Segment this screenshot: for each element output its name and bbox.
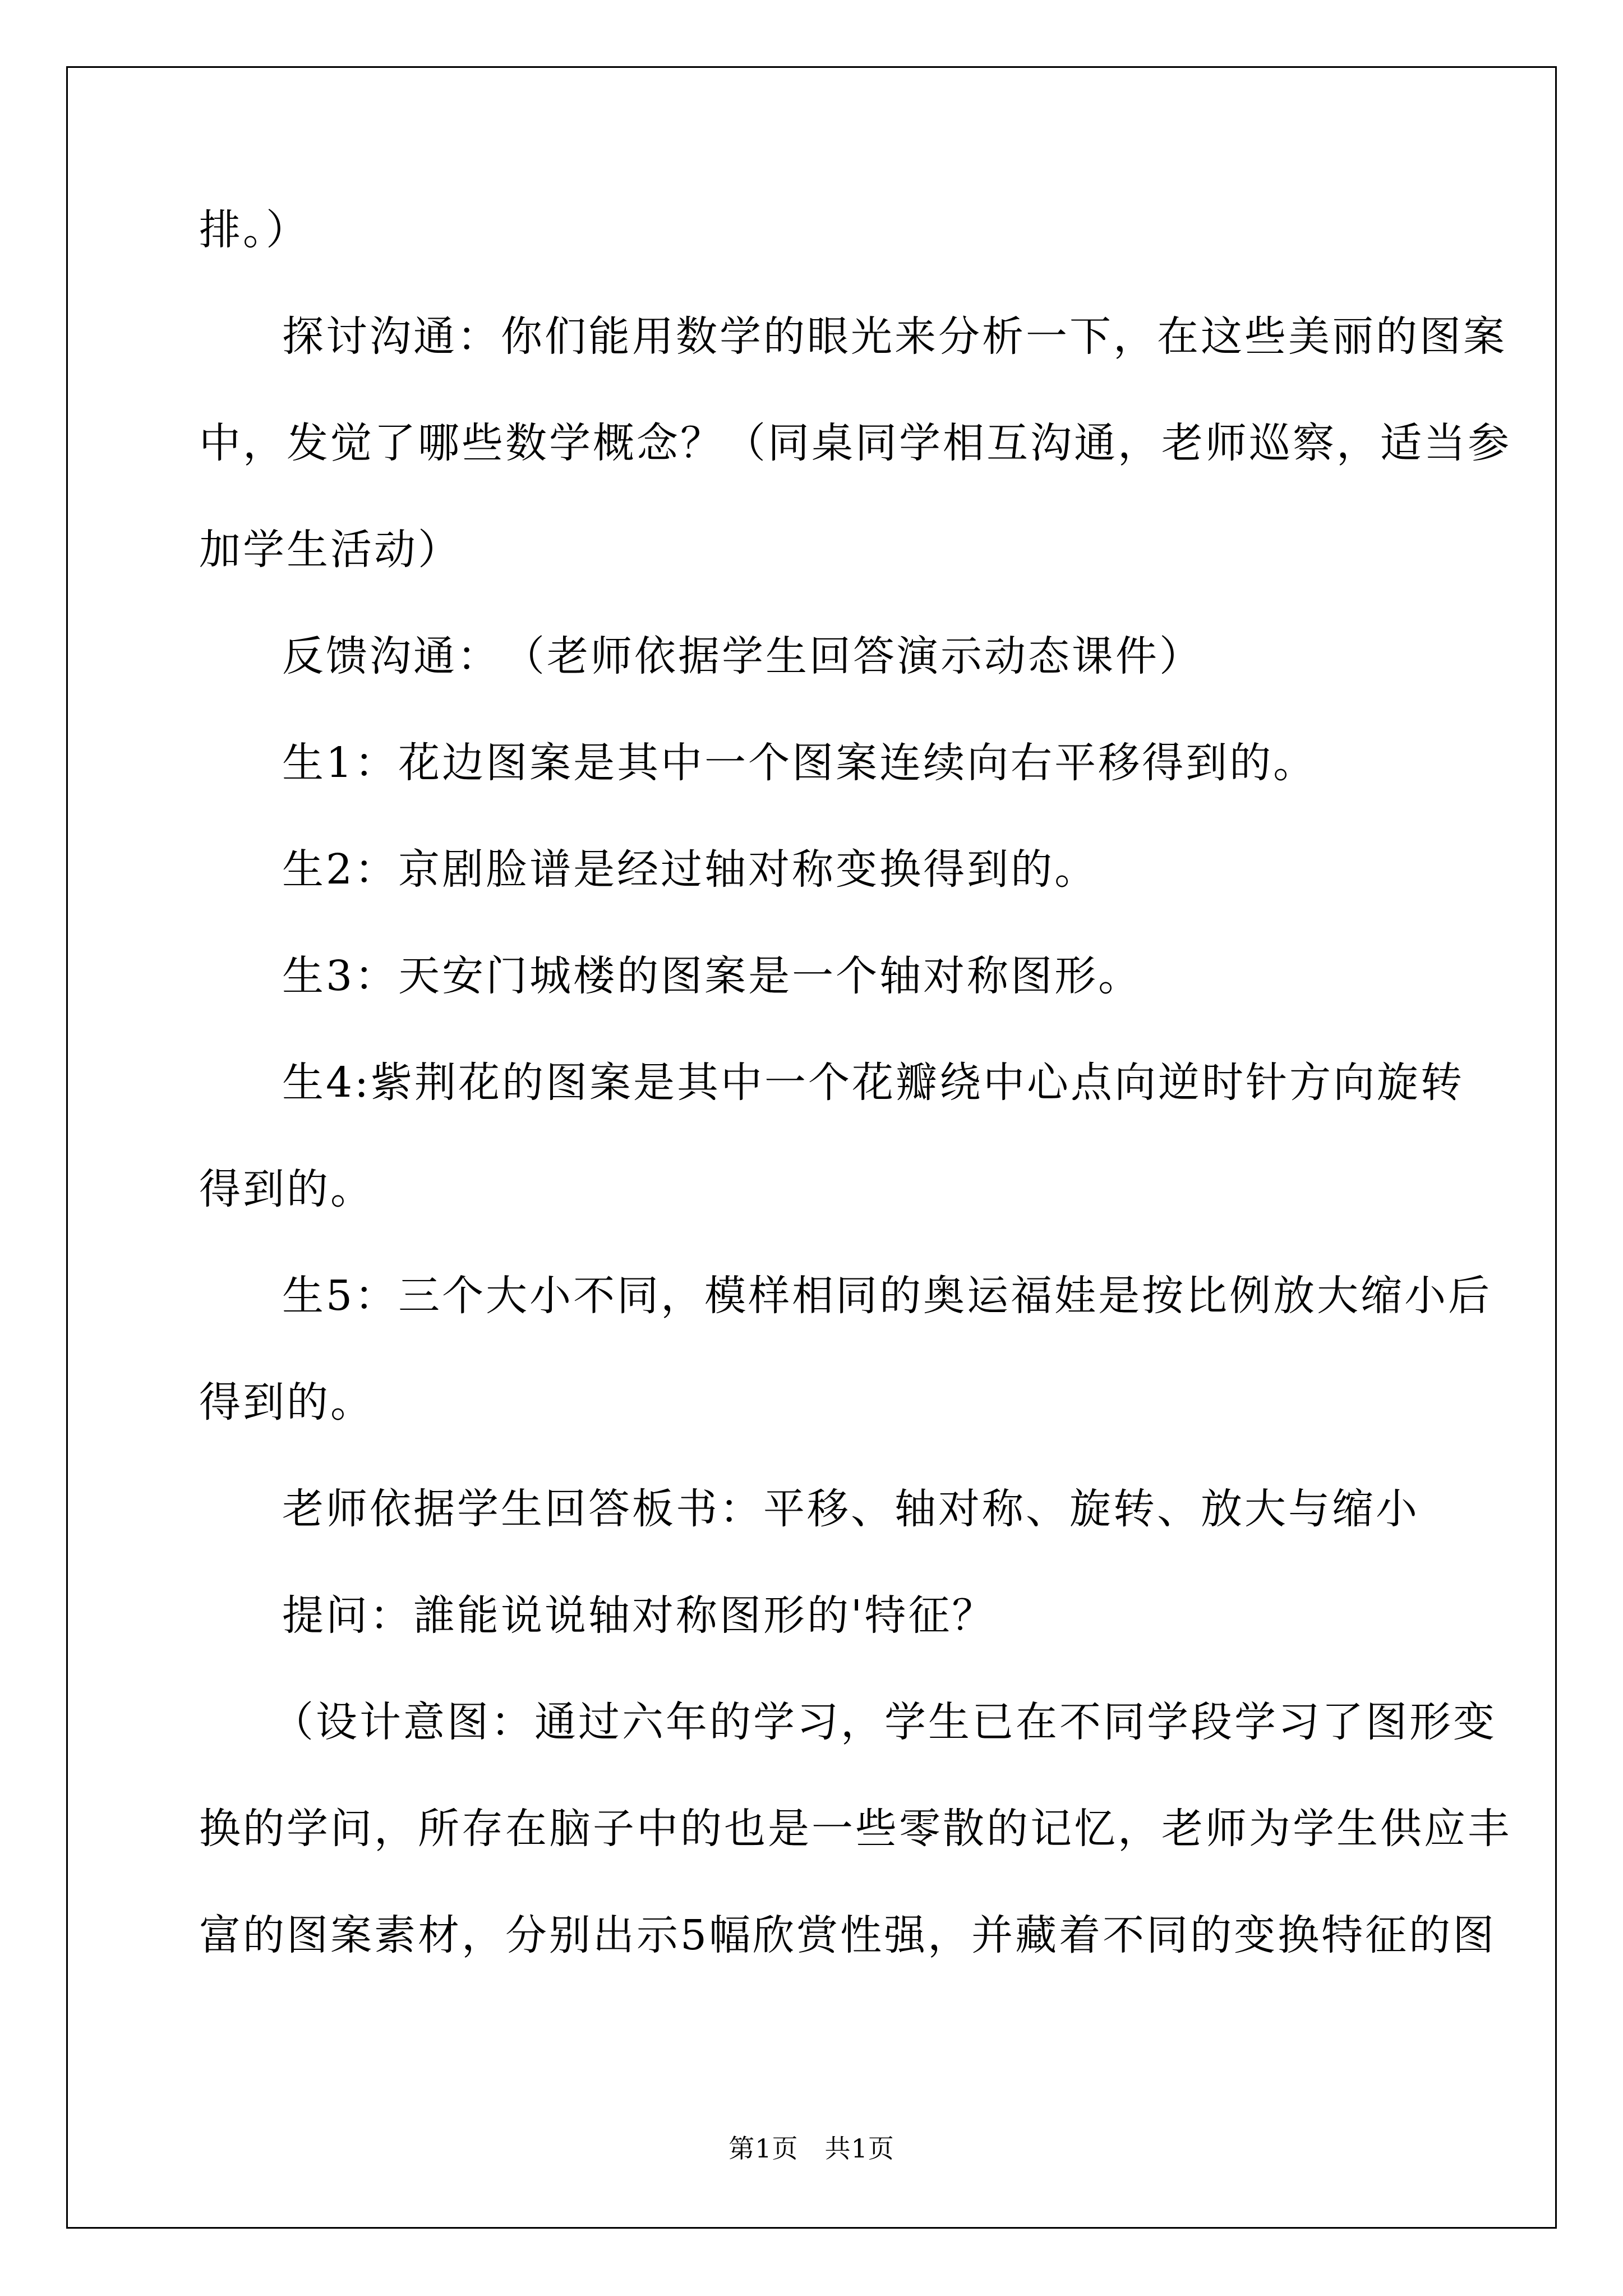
text-line-2: 探讨沟通：你们能用数学的眼光来分析一下，在这些美丽的图案 (282, 312, 1507, 361)
text-line-12: 得到的。 (199, 1378, 374, 1427)
text-line-5: 反馈沟通： （老师依据学生回答演示动态课件） (282, 632, 1203, 680)
text-line-7: 生2：京剧脸谱是经过轴对称变换得到的。 (282, 845, 1099, 894)
text-line-17: 富的图案素材，分别出示5幅欣赏性强，并藏着不同的变换特征的图 (199, 1911, 1497, 1959)
text-line-6: 生1：花边图案是其中一个图案连续向右平移得到的。 (282, 739, 1317, 787)
text-line-14: 提问：誰能说说轴对称图形的'特征？ (282, 1591, 996, 1640)
text-line-16: 换的学问，所存在脑子中的也是一些零散的记忆，老师为学生供应丰 (199, 1805, 1511, 1853)
text-line-9: 生4:紫荆花的图案是其中一个花瓣绕中心点向逆时针方向旋转 (282, 1059, 1465, 1107)
text-line-4: 加学生活动） (199, 526, 462, 574)
text-line-3: 中，发觉了哪些数学概念？（同桌同学相互沟通，老师巡察，适当参 (199, 419, 1511, 467)
text-line-15: （设计意图：通过六年的学习，学生已在不同学段学习了图形变 (272, 1698, 1497, 1746)
text-line-1: 排。） (199, 206, 310, 254)
text-line-13: 老师依据学生回答板书：平移、轴对称、旋转、放大与缩小 (282, 1485, 1419, 1533)
text-line-10: 得到的。 (199, 1165, 374, 1213)
text-line-8: 生3：天安门城楼的图案是一个轴对称图形。 (282, 952, 1142, 1000)
text-line-11: 生5：三个大小不同，模样相同的奥运福娃是按比例放大缩小后 (282, 1272, 1492, 1320)
page-number-footer: 第1页 共1页 (728, 2133, 895, 2164)
